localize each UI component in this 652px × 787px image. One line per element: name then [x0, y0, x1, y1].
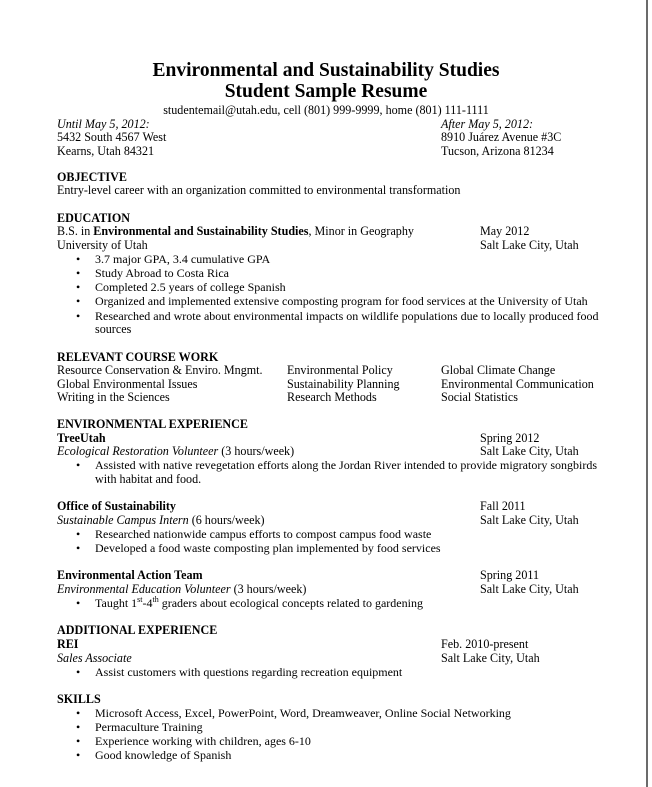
course-item: Resource Conservation & Enviro. Mngmt. [57, 363, 263, 377]
coursework-heading: RELEVANT COURSE WORK [57, 350, 219, 364]
degree-suffix: , Minor in Geography [308, 224, 414, 238]
env-experience-heading: ENVIRONMENTAL EXPERIENCE [57, 417, 248, 431]
job-org: Environmental Action Team [57, 568, 203, 582]
skills-heading: SKILLS [57, 692, 101, 706]
degree-major: Environmental and Sustainability Studies [93, 224, 309, 238]
education-bullet: • 3.7 major GPA, 3.4 cumulative GPA [95, 252, 270, 266]
job-bullet: • Researched nationwide campus efforts to compost campus food waste [95, 527, 431, 541]
skill-bullet: • Permaculture Training [95, 720, 203, 734]
job-hours: (6 hours/week) [188, 513, 265, 527]
course-item: Sustainability Planning [287, 377, 400, 391]
job-role-line [57, 444, 294, 458]
bullet-text-mid: -4 [142, 596, 153, 610]
education-bullet-continuation: sources [95, 322, 132, 336]
job-org: TreeUtah [57, 431, 106, 445]
education-school: University of Utah [57, 238, 148, 252]
additional-date: Feb. 2010-present [441, 637, 529, 651]
address-right-city: Tucson, Arizona 81234 [441, 144, 554, 158]
education-bullet: • Study Abroad to Costa Rica [95, 266, 229, 280]
contact-line: studentemail@utah.edu, cell (801) 999-9999, home (801) 111-1111 [163, 103, 489, 117]
job-date: Fall 2011 [480, 499, 526, 513]
resume-title-line1: Environmental and Sustainability Studies [152, 60, 500, 81]
job-role: Ecological Restoration Volunteer [57, 444, 219, 458]
job-bullet [95, 596, 423, 610]
job-hours: (3 hours/week) [230, 582, 307, 596]
education-heading: EDUCATION [57, 211, 131, 225]
course-item: Environmental Policy [287, 363, 393, 377]
job-location: Salt Lake City, Utah [480, 513, 579, 527]
skill-bullet: • Experience working with children, ages 6-10 [95, 734, 311, 748]
job-hours: (3 hours/week) [218, 444, 295, 458]
resume-title-line2: Student Sample Resume [224, 81, 428, 102]
bullet-sup-1: st [137, 595, 143, 604]
additional-heading: ADDITIONAL EXPERIENCE [57, 623, 218, 637]
job-org: Office of Sustainability [57, 499, 176, 513]
additional-bullet: • Assist customers with questions regarding recreation equipment [95, 665, 402, 679]
additional-role: Sales Associate [57, 651, 132, 665]
bullet-sup-2: th [152, 595, 159, 604]
job-role: Environmental Education Volunteer [57, 582, 231, 596]
additional-org: REI [57, 637, 79, 651]
additional-location: Salt Lake City, Utah [441, 651, 540, 665]
bullet-text-post: graders about ecological concepts related to gardening [158, 596, 423, 610]
job-role-line [57, 513, 265, 527]
job-role: Sustainable Campus Intern [57, 513, 189, 527]
course-item: Global Climate Change [441, 363, 556, 377]
skill-bullet: • Microsoft Access, Excel, PowerPoint, Word, Dreamweaver, Online Social Networking [95, 706, 511, 720]
bullet-text-pre: Taught 1 [95, 596, 138, 610]
job-date: Spring 2011 [480, 568, 540, 582]
education-bullet: • Researched and wrote about environmental impacts on wildlife populations due to locally produced food [95, 309, 599, 323]
job-bullet-continuation: with habitat and food. [95, 472, 202, 486]
objective-text: Entry-level career with an organization committed to environmental transformation [57, 183, 461, 197]
job-location: Salt Lake City, Utah [480, 444, 579, 458]
address-right-after: After May 5, 2012: [441, 117, 534, 131]
objective-heading: OBJECTIVE [57, 170, 127, 184]
education-date: May 2012 [480, 224, 530, 238]
address-right-street: 8910 Juárez Avenue #3C [441, 130, 562, 144]
job-role-line [57, 582, 306, 596]
education-bullet: • Completed 2.5 years of college Spanish [95, 280, 286, 294]
course-item: Global Environmental Issues [57, 377, 198, 391]
education-bullet: • Organized and implemented extensive composting program for food services at the University of Utah [95, 294, 588, 308]
degree-prefix: B.S. in [57, 224, 94, 238]
course-item: Social Statistics [441, 390, 518, 404]
job-date: Spring 2012 [480, 431, 540, 445]
address-left-street: 5432 South 4567 West [57, 130, 167, 144]
course-item: Environmental Communication [441, 377, 594, 391]
address-left-until: Until May 5, 2012: [57, 117, 150, 131]
skill-bullet: • Good knowledge of Spanish [95, 748, 231, 762]
job-location: Salt Lake City, Utah [480, 582, 579, 596]
address-left-city: Kearns, Utah 84321 [57, 144, 155, 158]
course-item: Research Methods [287, 390, 377, 404]
job-bullet: • Assisted with native revegetation efforts along the Jordan River intended to provide migratory songbirds [95, 458, 597, 472]
course-item: Writing in the Sciences [57, 390, 170, 404]
education-degree [57, 224, 414, 238]
education-location: Salt Lake City, Utah [480, 238, 579, 252]
job-bullet: • Developed a food waste composting plan implemented by food services [95, 541, 441, 555]
